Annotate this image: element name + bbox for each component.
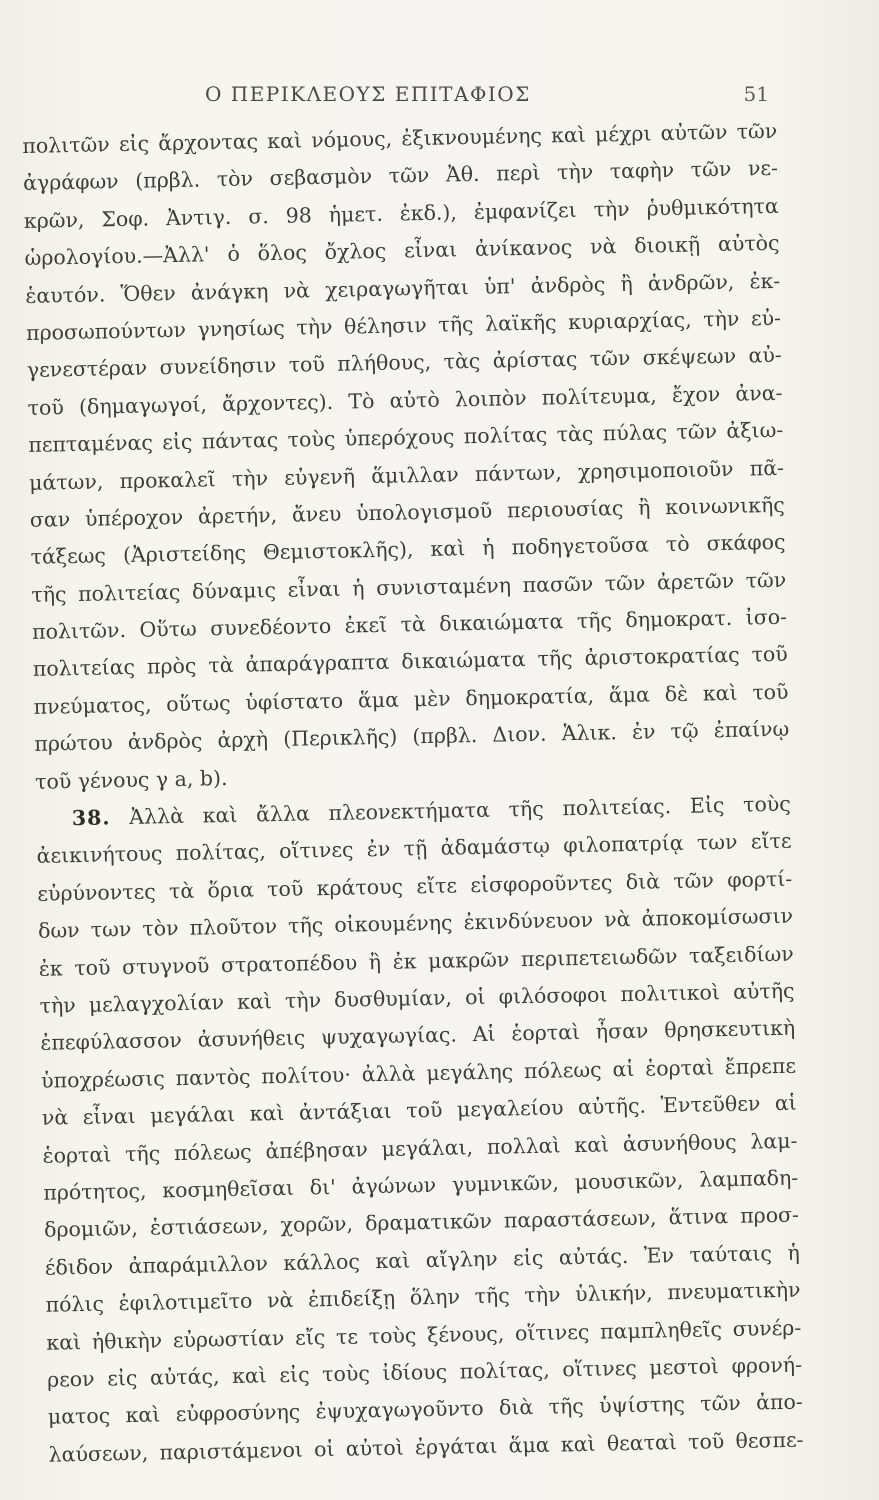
text-line: πολιτῶν εἰς ἄρχοντας καὶ νόμους, ἐξικνουμένης καὶ μέχρι αὐτῶν τῶν xyxy=(22,118,778,158)
text-line: ὡρολογίου.—Ἀλλ' ὁ ὅλος ὄχλος εἶναι ἀνίκανος νὰ διοικῇ αὐτὸς xyxy=(24,230,780,271)
page-number: 51 xyxy=(743,82,769,106)
text-line: ματος καὶ εὐφροσύνης ἐψυχαγωγοῦντο διὰ τῆς ὑψίστης τῶν ἀπο- xyxy=(47,1389,803,1430)
body-text xyxy=(22,113,804,1474)
text-line: ἀγράφων (πρβλ. τὸν σεβασμὸν τῶν Ἀθ. περὶ τὴν ταφὴν τῶν νε- xyxy=(22,156,779,196)
text-line: γενεστέραν συνείδησιν τοῦ πλήθους, τὰς ἀρίστας τῶν σκέψεων αὐ- xyxy=(26,343,782,383)
text-line: δρομιῶν, ἑστιάσεων, χορῶν, δραματικῶν παραστάσεων, ἅτινα προσ- xyxy=(43,1202,800,1243)
text-line: ἐπεφύλασσον ἀσυνήθεις ψυχαγωγίας. Αἱ ἑορταὶ ἦσαν θρησκευτικὴ xyxy=(40,1016,796,1056)
text-line: νὰ εἶναι μεγάλαι καὶ ἀντάξιαι τοῦ μεγαλείου αὐτῆς. Ἐντεῦθεν αἱ xyxy=(41,1090,797,1130)
text-line: πρώτου ἀνδρὸς ἀρχὴ (Περικλῆς) (πρβλ. Διον. Ἁλικ. ἐν τῷ ἐπαίνῳ xyxy=(34,716,790,757)
paragraph-2 xyxy=(36,786,804,1474)
text-line: πολιτῶν. Οὕτω συνεδέοντο ἐκεῖ τὰ δικαιώματα τῆς δημοκρατ. ἰσο- xyxy=(31,604,788,644)
running-title: Ο ΠΕΡΙΚΛΕΟΥΣ ΕΠΙΤΑΦΙΟΣ xyxy=(205,82,531,106)
text-line: μάτων, προκαλεῖ τὴν εὐγενῆ ἅμιλλαν πάντων, χρησιμοποιοῦν πᾶ- xyxy=(28,455,785,495)
section-opening-text: Ἀλλὰ καὶ ἄλλα πλεονεκτήματα τῆς πολιτείας. Εἰς τοὺς xyxy=(129,791,791,830)
text-line: ἀεικινήτους πολίτας, οἵτινες ἐν τῇ ἀδαμάστῳ φιλοπατρίᾳ των εἴτε xyxy=(36,829,792,869)
text-line: δων των τὸν πλοῦτον τῆς οἰκουμένης ἐκινδύνευον νὰ ἀποκομίσωσιν xyxy=(37,903,794,944)
text-line: καὶ ἠθικὴν εὐρωστίαν εἴς τε τοὺς ξένους, οἵτινες παμπληθεῖς συνέρ- xyxy=(46,1315,802,1355)
text-line: τάξεως (Ἀριστείδης Θεμιστοκλῆς), καὶ ἡ ποδηγετοῦσα τὸ σκάφος xyxy=(30,530,786,570)
text-line: πρότητος, κοσμηθεῖσαι δι' ἀγώνων γυμνικῶν, μουσικῶν, λαμπαδη- xyxy=(43,1165,799,1205)
text-line: τοῦ (δημαγωγοί, ἄρχοντες). Τὸ αὐτὸ λοιπὸν πολίτευμα, ἔχον ἀνα- xyxy=(27,380,783,420)
page-header xyxy=(0,82,879,114)
text-line: ἑορταὶ τῆς πόλεως ἀπέβησαν μεγάλαι, πολλαὶ καὶ ἀσυνήθους λαμ- xyxy=(42,1128,798,1168)
paragraph-1 xyxy=(22,113,790,801)
text-line: τὴν μελαγχολίαν καὶ τὴν δυσθυμίαν, οἱ φιλόσοφοι πολιτικοὶ αὐτῆς xyxy=(39,978,795,1018)
text-line: εὐρύνοντες τὰ ὅρια τοῦ κράτους εἴτε εἰσφοροῦντες διὰ τῶν φορτί- xyxy=(37,866,793,906)
text-line: πεπταμένας εἰς πάντας τοὺς ὑπερόχους πολίτας τὰς πύλας τῶν ἀξιω- xyxy=(28,417,784,458)
text-line: πολιτείας πρὸς τὰ ἀπαράγραπτα δικαιώματα τῆς ἀριστοκρατίας τοῦ xyxy=(32,642,788,682)
text-line: προσωπούντων γνησίως τὴν θέλησιν τῆς λαϊκῆς κυριαρχίας, τὴν εὐ- xyxy=(25,305,782,345)
text-line: ρεον εἰς αὐτάς, καὶ εἰς τοὺς ἰδίους πολίτας, οἵτινες μεστοὶ φρονή- xyxy=(46,1352,803,1392)
text-line: ἐκ τοῦ στυγνοῦ στρατοπέδου ἢ ἐκ μακρῶν περιπετειωδῶν ταξειδίων xyxy=(38,941,794,981)
text-line: κρῶν, Σοφ. Ἀντιγ. σ. 98 ἡμετ. ἐκδ.), ἐμφανίζει τὴν ῥυθμικότητα xyxy=(23,193,779,233)
text-line: έδιδον ἀπαράμιλλον κάλλος καὶ αἴγλην εἰς αὐτάς. Ἐν ταύταις ἡ xyxy=(44,1240,800,1280)
text-line: σαν ὑπέροχον ἀρετήν, ἄνευ ὑπολογισμοῦ περιουσίας ἢ κοινωνικῆς xyxy=(29,492,785,532)
text-line: ἑαυτόν. Ὅθεν ἀνάγκη νὰ χειραγωγῆται ὑπ' ἀνδρὸς ἢ ἀνδρῶν, ἐκ- xyxy=(25,268,781,308)
text-line: τῆς πολιτείας δύναμις εἶναι ἡ συνισταμένη πασῶν τῶν ἀρετῶν τῶν xyxy=(31,567,787,607)
text-line: λαύσεων, παριστάμενοι οἱ αὐτοὶ ἐργάται ἅμα καὶ θεαταὶ τοῦ θεσπε- xyxy=(48,1427,804,1467)
text-line: πόλις ἐφιλοτιμεῖτο νὰ ἐπιδείξῃ ὅλην τῆς τὴν ὑλικήν, πνευματικὴν xyxy=(45,1277,801,1317)
text-line: πνεύματος, οὕτως ὑφίστατο ἅμα μὲν δημοκρατία, ἅμα δὲ καὶ τοῦ xyxy=(33,679,789,719)
text-line: ὑποχρέωσις παντὸς πολίτου· ἀλλὰ μεγάλης πόλεως αἱ ἑορταὶ ἔπρεπε xyxy=(40,1053,797,1093)
text-line: τοῦ γένους γ a, b). xyxy=(34,765,228,794)
section-number: 38. xyxy=(71,805,111,831)
